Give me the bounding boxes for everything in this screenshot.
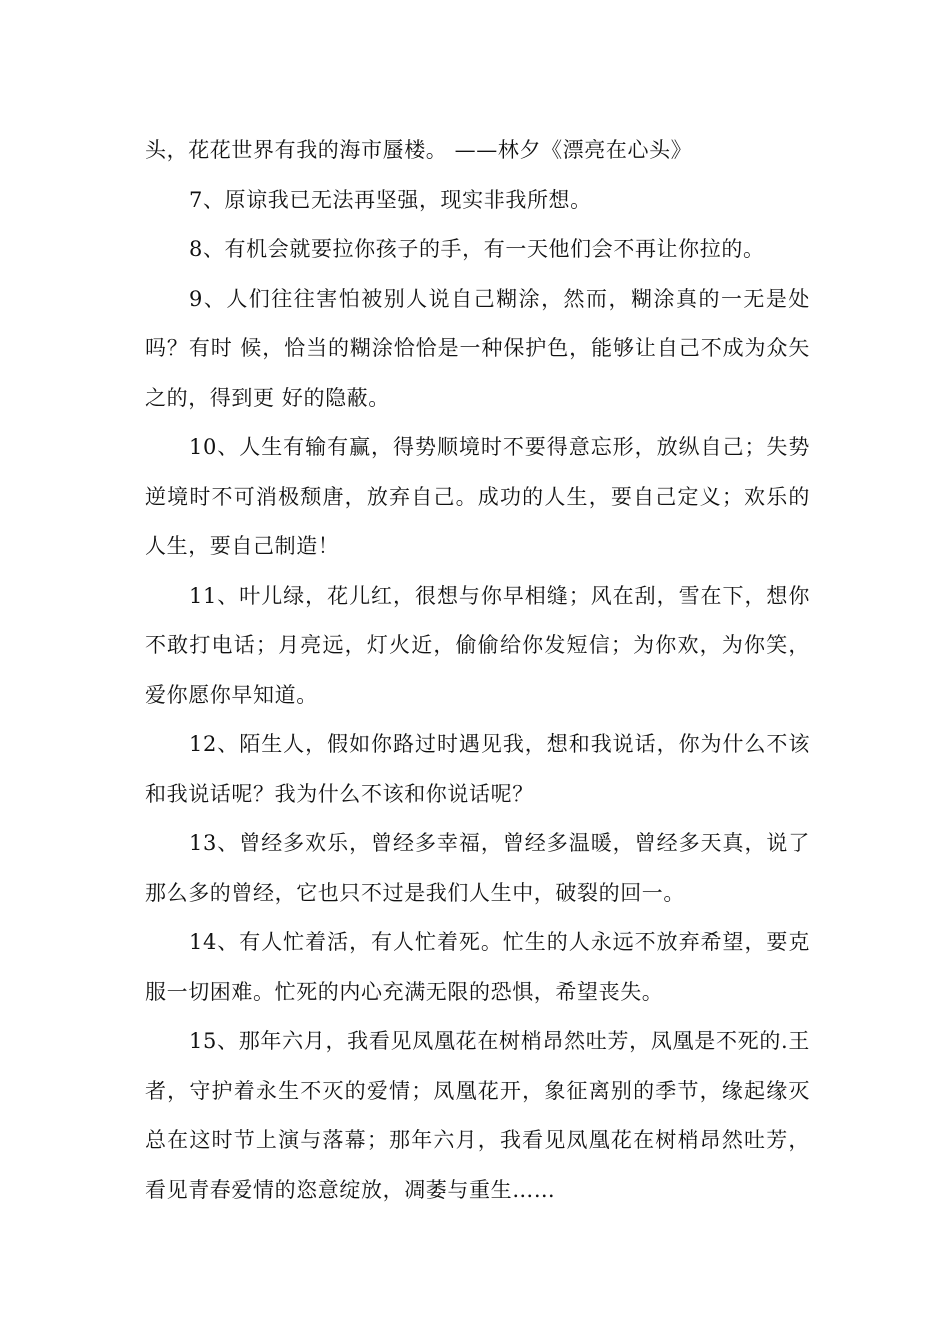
paragraph-item-11: 11、叶儿绿，花儿红，很想与你早相缝；风在刮，雪在下，想你不敢打电话；月亮远，灯火近，偷偷给你发短信；为你欢，为你笑，爱你愿你早知道。 (145, 583, 810, 707)
paragraph-continuation: 头，花花世界有我的海市蜃楼。 ——林夕《漂亮在心头》 (145, 138, 693, 162)
paragraph-item-14: 14、有人忙着活，有人忙着死。忙生的人永远不放弃希望，要克服一切困难。忙死的内心充满无限的恐惧，希望丧失。 (145, 930, 810, 1004)
paragraph-item-10: 10、人生有输有赢，得势顺境时不要得意忘形，放纵自己；失势逆境时不可消极颓唐，放弃自己。成功的人生，要自己定义；欢乐的人生，要自己制造！ (145, 435, 810, 558)
paragraph-item-13: 13、曾经多欢乐，曾经多幸福，曾经多温暖，曾经多天真，说了那么多的曾经，它也只不过是我们人生中，破裂的回一。 (145, 831, 810, 905)
paragraph-item-9: 9、人们往往害怕被别人说自己糊涂，然而，糊涂真的一无是处吗？有时 候，恰当的糊涂恰恰是一种保护色，能够让自己不成为众矢之的，得到更 好的隐蔽。 (145, 286, 810, 410)
paragraph-item-15: 15、那年六月，我看见凤凰花在树梢昂然吐芳，凤凰是不死的.王者，守护着永生不灭的爱情；凤凰花开，象征离别的季节，缘起缘灭总在这时节上演与落幕；那年六月，我看见凤凰花在树梢昂然吐芳，看见青春爱情的恣意绽放，凋萎与重生…… (145, 1029, 810, 1202)
document-body (145, 126, 810, 1215)
paragraph-item-8: 8、有机会就要拉你孩子的手，有一天他们会不再让你拉的。 (189, 237, 765, 261)
paragraph-item-7: 7、原谅我已无法再坚强，现实非我所想。 (189, 187, 592, 212)
paragraph-item-12: 12、陌生人，假如你路过时遇见我，想和我说话，你为什么不该和我说话呢？我为什么不该和你说话呢？ (145, 732, 810, 806)
